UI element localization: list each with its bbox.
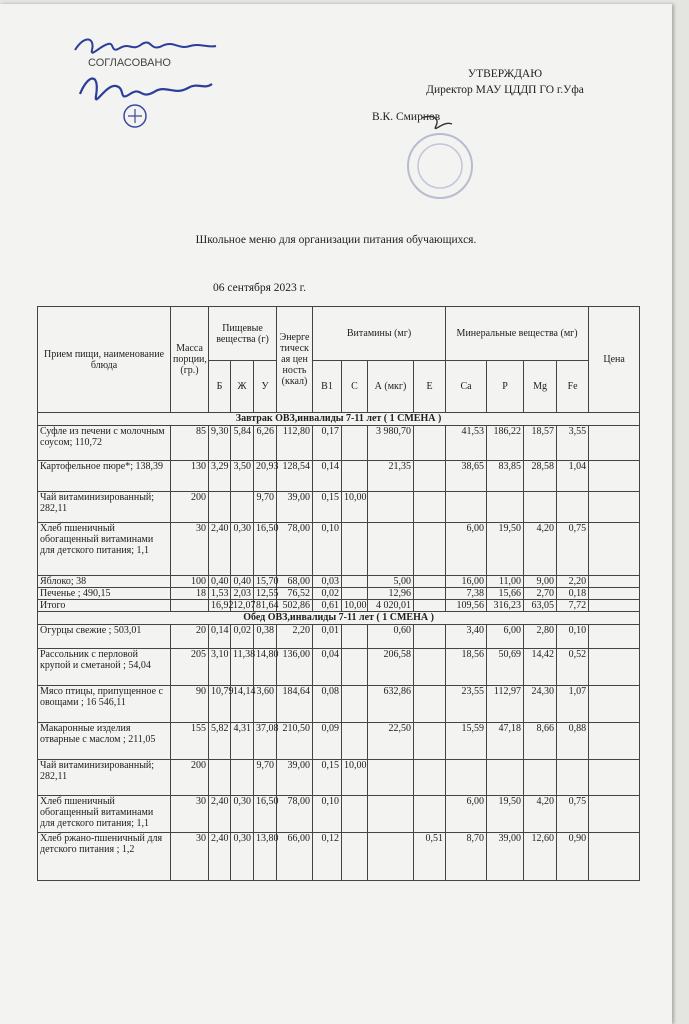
section-header xyxy=(38,413,640,426)
cell-price xyxy=(589,600,640,612)
cell-u: 13,80 xyxy=(254,833,277,881)
table-row xyxy=(38,426,640,461)
cell-mg xyxy=(524,760,557,796)
cell-name: Хлеб ржано-пшеничный для детского питания ; 1,2 xyxy=(38,833,171,881)
agreed-stamp xyxy=(70,24,230,134)
cell-c: 10,00 xyxy=(342,760,368,796)
cell-mass: 200 xyxy=(171,760,209,796)
cell-name: Итого xyxy=(38,600,171,612)
cell-mg: 4,20 xyxy=(524,523,557,576)
cell-mass: 20 xyxy=(171,625,209,649)
cell-e xyxy=(414,461,446,492)
cell-mg: 14,42 xyxy=(524,649,557,686)
document-page xyxy=(0,4,672,1024)
cell-mass: 18 xyxy=(171,588,209,600)
cell-mg: 4,20 xyxy=(524,796,557,833)
cell-b1: 0,08 xyxy=(313,686,342,723)
cell-a: 5,00 xyxy=(368,576,414,588)
cell-price xyxy=(589,576,640,588)
cell-b: 2,40 xyxy=(209,523,231,576)
cell-a xyxy=(368,492,414,523)
cell-mass: 90 xyxy=(171,686,209,723)
cell-mg: 18,57 xyxy=(524,426,557,461)
col-c: С xyxy=(342,361,368,413)
cell-u: 20,93 xyxy=(254,461,277,492)
cell-energy: 68,00 xyxy=(277,576,313,588)
col-energy: Энергетическая ценность (ккал) xyxy=(277,307,313,413)
cell-u: 3,60 xyxy=(254,686,277,723)
cell-energy: 78,00 xyxy=(277,523,313,576)
cell-c xyxy=(342,649,368,686)
cell-fe: 0,75 xyxy=(557,523,589,576)
cell-zh: 2,03 xyxy=(231,588,254,600)
cell-fe: 3,55 xyxy=(557,426,589,461)
cell-ca: 18,56 xyxy=(446,649,487,686)
cell-u: 9,70 xyxy=(254,760,277,796)
cell-zh: 0,30 xyxy=(231,523,254,576)
cell-b1: 0,10 xyxy=(313,523,342,576)
cell-ca: 38,65 xyxy=(446,461,487,492)
cell-fe: 0,10 xyxy=(557,625,589,649)
cell-energy: 66,00 xyxy=(277,833,313,881)
cell-u: 15,70 xyxy=(254,576,277,588)
table-row xyxy=(38,576,640,588)
cell-zh xyxy=(231,760,254,796)
cell-a xyxy=(368,523,414,576)
cell-name: Макаронные изделия отварные с маслом ; 211,05 xyxy=(38,723,171,760)
cell-ca: 6,00 xyxy=(446,796,487,833)
col-minerals: Минеральные вещества (мг) xyxy=(446,307,589,361)
cell-zh: 0,30 xyxy=(231,796,254,833)
cell-u: 14,80 xyxy=(254,649,277,686)
cell-e xyxy=(414,649,446,686)
menu-table xyxy=(37,306,640,881)
cell-a: 632,86 xyxy=(368,686,414,723)
cell-name: Огурцы свежие ; 503,01 xyxy=(38,625,171,649)
cell-e xyxy=(414,760,446,796)
cell-b1: 0,03 xyxy=(313,576,342,588)
cell-c xyxy=(342,576,368,588)
cell-fe: 2,20 xyxy=(557,576,589,588)
cell-price xyxy=(589,796,640,833)
cell-a: 22,50 xyxy=(368,723,414,760)
cell-mg: 28,58 xyxy=(524,461,557,492)
cell-energy: 39,00 xyxy=(277,760,313,796)
cell-a xyxy=(368,833,414,881)
cell-e xyxy=(414,600,446,612)
table-row xyxy=(38,600,640,612)
cell-zh: 0,30 xyxy=(231,833,254,881)
section-title: Обед ОВЗ,инвалиды 7-11 лет ( 1 СМЕНА ) xyxy=(38,612,640,625)
cell-a xyxy=(368,796,414,833)
col-mass: Масса порции, (гр.) xyxy=(171,307,209,413)
col-ca: Ca xyxy=(446,361,487,413)
cell-fe: 7,72 xyxy=(557,600,589,612)
table-row xyxy=(38,588,640,600)
cell-mg: 24,30 xyxy=(524,686,557,723)
cell-b1: 0,14 xyxy=(313,461,342,492)
cell-b: 3,10 xyxy=(209,649,231,686)
cell-u: 16,50 xyxy=(254,796,277,833)
cell-name: Суфле из печени с молочным соусом; 110,72 xyxy=(38,426,171,461)
cell-b: 0,40 xyxy=(209,576,231,588)
cell-price xyxy=(589,625,640,649)
cell-e: 0,51 xyxy=(414,833,446,881)
cell-mg: 8,66 xyxy=(524,723,557,760)
cell-mg xyxy=(524,492,557,523)
cell-energy: 136,00 xyxy=(277,649,313,686)
cell-ca: 109,56 xyxy=(446,600,487,612)
cell-p: 6,00 xyxy=(487,625,524,649)
cell-p xyxy=(487,492,524,523)
cell-a: 3 980,70 xyxy=(368,426,414,461)
cell-c: 10,00 xyxy=(342,600,368,612)
cell-name: Яблоко; 38 xyxy=(38,576,171,588)
cell-p: 19,50 xyxy=(487,523,524,576)
cell-fe: 0,75 xyxy=(557,796,589,833)
cell-fe: 1,04 xyxy=(557,461,589,492)
cell-c xyxy=(342,588,368,600)
col-a: А (мкг) xyxy=(368,361,414,413)
cell-c xyxy=(342,625,368,649)
cell-ca: 7,38 xyxy=(446,588,487,600)
cell-zh: 0,02 xyxy=(231,625,254,649)
col-fe: Fe xyxy=(557,361,589,413)
cell-mass: 30 xyxy=(171,833,209,881)
cell-mass: 30 xyxy=(171,523,209,576)
cell-ca xyxy=(446,492,487,523)
cell-p: 47,18 xyxy=(487,723,524,760)
cell-e xyxy=(414,796,446,833)
col-meal: Прием пищи, наименование блюда xyxy=(38,307,171,413)
cell-b1: 0,15 xyxy=(313,492,342,523)
cell-zh xyxy=(231,492,254,523)
cell-e xyxy=(414,723,446,760)
cell-b xyxy=(209,760,231,796)
cell-price xyxy=(589,686,640,723)
cell-fe: 0,52 xyxy=(557,649,589,686)
cell-b1: 0,02 xyxy=(313,588,342,600)
document-title: Школьное меню для организации питания обучающихся. xyxy=(195,234,477,246)
cell-b1: 0,61 xyxy=(313,600,342,612)
cell-c xyxy=(342,833,368,881)
cell-u: 81,64 xyxy=(254,600,277,612)
col-u: У xyxy=(254,361,277,413)
cell-e xyxy=(414,588,446,600)
table-row xyxy=(38,833,640,881)
cell-energy: 184,64 xyxy=(277,686,313,723)
cell-energy: 76,52 xyxy=(277,588,313,600)
cell-name: Хлеб пшеничный обогащенный витаминами для детского питания; 1,1 xyxy=(38,796,171,833)
cell-e xyxy=(414,426,446,461)
cell-a: 21,35 xyxy=(368,461,414,492)
cell-mg: 12,60 xyxy=(524,833,557,881)
cell-price xyxy=(589,760,640,796)
cell-mass: 100 xyxy=(171,576,209,588)
cell-ca: 15,59 xyxy=(446,723,487,760)
cell-mg: 2,70 xyxy=(524,588,557,600)
cell-zh: 12,07 xyxy=(231,600,254,612)
cell-price xyxy=(589,649,640,686)
cell-mass: 155 xyxy=(171,723,209,760)
cell-price xyxy=(589,492,640,523)
table-row xyxy=(38,723,640,760)
cell-c xyxy=(342,686,368,723)
cell-a xyxy=(368,760,414,796)
cell-ca: 41,53 xyxy=(446,426,487,461)
cell-e xyxy=(414,686,446,723)
cell-ca: 23,55 xyxy=(446,686,487,723)
cell-b: 16,92 xyxy=(209,600,231,612)
cell-fe xyxy=(557,760,589,796)
cell-u: 6,26 xyxy=(254,426,277,461)
cell-ca xyxy=(446,760,487,796)
cell-mg: 2,80 xyxy=(524,625,557,649)
cell-b1: 0,04 xyxy=(313,649,342,686)
cell-price xyxy=(589,588,640,600)
cell-fe: 0,88 xyxy=(557,723,589,760)
cell-p: 83,85 xyxy=(487,461,524,492)
table-row xyxy=(38,523,640,576)
col-zh: Ж xyxy=(231,361,254,413)
approve-label: УТВЕРЖДАЮ xyxy=(467,68,543,80)
cell-e xyxy=(414,576,446,588)
cell-price xyxy=(589,461,640,492)
cell-b1: 0,12 xyxy=(313,833,342,881)
cell-mass: 85 xyxy=(171,426,209,461)
col-e: Е xyxy=(414,361,446,413)
menu-body xyxy=(38,413,640,881)
cell-b: 2,40 xyxy=(209,796,231,833)
cell-ca: 6,00 xyxy=(446,523,487,576)
col-mg: Mg xyxy=(524,361,557,413)
table-row xyxy=(38,649,640,686)
cell-fe: 0,18 xyxy=(557,588,589,600)
cell-c xyxy=(342,426,368,461)
document-date: 06 сентября 2023 г. xyxy=(213,282,306,294)
cell-a: 12,96 xyxy=(368,588,414,600)
cell-name: Печенье ; 490,15 xyxy=(38,588,171,600)
table-row xyxy=(38,461,640,492)
cell-ca: 16,00 xyxy=(446,576,487,588)
cell-price xyxy=(589,426,640,461)
cell-e xyxy=(414,492,446,523)
cell-c xyxy=(342,461,368,492)
cell-energy: 210,50 xyxy=(277,723,313,760)
cell-p: 19,50 xyxy=(487,796,524,833)
cell-energy: 112,80 xyxy=(277,426,313,461)
table-row xyxy=(38,796,640,833)
cell-mg: 63,05 xyxy=(524,600,557,612)
col-b: Б xyxy=(209,361,231,413)
cell-b1: 0,17 xyxy=(313,426,342,461)
cell-e xyxy=(414,523,446,576)
cell-p: 112,97 xyxy=(487,686,524,723)
cell-name: Картофельное пюре*; 138,39 xyxy=(38,461,171,492)
table-row xyxy=(38,686,640,723)
cell-a: 0,60 xyxy=(368,625,414,649)
cell-energy: 2,20 xyxy=(277,625,313,649)
cell-b1: 0,10 xyxy=(313,796,342,833)
cell-mass: 30 xyxy=(171,796,209,833)
approve-block xyxy=(395,66,615,98)
cell-mass xyxy=(171,600,209,612)
cell-zh: 0,40 xyxy=(231,576,254,588)
cell-p: 186,22 xyxy=(487,426,524,461)
cell-b: 5,82 xyxy=(209,723,231,760)
cell-energy: 502,86 xyxy=(277,600,313,612)
col-b1: В1 xyxy=(313,361,342,413)
table-row xyxy=(38,625,640,649)
cell-ca: 3,40 xyxy=(446,625,487,649)
cell-b1: 0,01 xyxy=(313,625,342,649)
cell-name: Чай витаминизированный; 282,11 xyxy=(38,492,171,523)
cell-u: 37,08 xyxy=(254,723,277,760)
cell-b: 1,53 xyxy=(209,588,231,600)
cell-p: 39,00 xyxy=(487,833,524,881)
cell-b: 10,79 xyxy=(209,686,231,723)
cell-price xyxy=(589,833,640,881)
cell-b1: 0,09 xyxy=(313,723,342,760)
cell-energy: 128,54 xyxy=(277,461,313,492)
cell-p: 11,00 xyxy=(487,576,524,588)
seal-stamp xyxy=(392,114,482,204)
section-title: Завтрак ОВЗ,инвалиды 7-11 лет ( 1 СМЕНА ) xyxy=(38,413,640,426)
cell-name: Рассольник с перловой крупой и сметаной ; 54,04 xyxy=(38,649,171,686)
cell-zh: 14,14 xyxy=(231,686,254,723)
cell-a: 4 020,01 xyxy=(368,600,414,612)
cell-b xyxy=(209,492,231,523)
cell-name: Хлеб пшеничный обогащенный витаминами для детского питания; 1,1 xyxy=(38,523,171,576)
cell-a: 206,58 xyxy=(368,649,414,686)
cell-name: Мясо птицы, припущенное с овощами ; 16 546,11 xyxy=(38,686,171,723)
cell-mg: 9,00 xyxy=(524,576,557,588)
col-price: Цена xyxy=(589,307,640,413)
cell-p: 316,23 xyxy=(487,600,524,612)
cell-energy: 39,00 xyxy=(277,492,313,523)
cell-zh: 5,84 xyxy=(231,426,254,461)
cell-zh: 11,38 xyxy=(231,649,254,686)
cell-c xyxy=(342,723,368,760)
cell-u: 16,50 xyxy=(254,523,277,576)
approve-name: В.К. Смирнов xyxy=(372,111,441,123)
cell-u: 12,55 xyxy=(254,588,277,600)
cell-mass: 130 xyxy=(171,461,209,492)
table-row xyxy=(38,760,640,796)
cell-p xyxy=(487,760,524,796)
cell-c xyxy=(342,523,368,576)
cell-zh: 3,50 xyxy=(231,461,254,492)
cell-fe: 1,07 xyxy=(557,686,589,723)
cell-c: 10,00 xyxy=(342,492,368,523)
cell-b1: 0,15 xyxy=(313,760,342,796)
svg-text:СОГЛАСОВАНО: СОГЛАСОВАНО xyxy=(88,57,171,69)
cell-fe xyxy=(557,492,589,523)
cell-b: 3,29 xyxy=(209,461,231,492)
approve-position: Директор МАУ ЦДДП ГО г.Уфа xyxy=(426,84,584,96)
cell-b: 2,40 xyxy=(209,833,231,881)
table-row xyxy=(38,492,640,523)
cell-name: Чай витаминизированный; 282,11 xyxy=(38,760,171,796)
cell-p: 15,66 xyxy=(487,588,524,600)
cell-b: 0,14 xyxy=(209,625,231,649)
cell-energy: 78,00 xyxy=(277,796,313,833)
cell-zh: 4,31 xyxy=(231,723,254,760)
cell-u: 9,70 xyxy=(254,492,277,523)
cell-price xyxy=(589,523,640,576)
cell-ca: 8,70 xyxy=(446,833,487,881)
cell-b: 9,30 xyxy=(209,426,231,461)
cell-c xyxy=(342,796,368,833)
cell-mass: 200 xyxy=(171,492,209,523)
cell-mass: 205 xyxy=(171,649,209,686)
cell-p: 50,69 xyxy=(487,649,524,686)
col-p: P xyxy=(487,361,524,413)
cell-e xyxy=(414,625,446,649)
section-header xyxy=(38,612,640,625)
col-vitamins: Витамины (мг) xyxy=(313,307,446,361)
cell-fe: 0,90 xyxy=(557,833,589,881)
col-nutrients: Пищевые вещества (г) xyxy=(209,307,277,361)
cell-u: 0,38 xyxy=(254,625,277,649)
cell-price xyxy=(589,723,640,760)
